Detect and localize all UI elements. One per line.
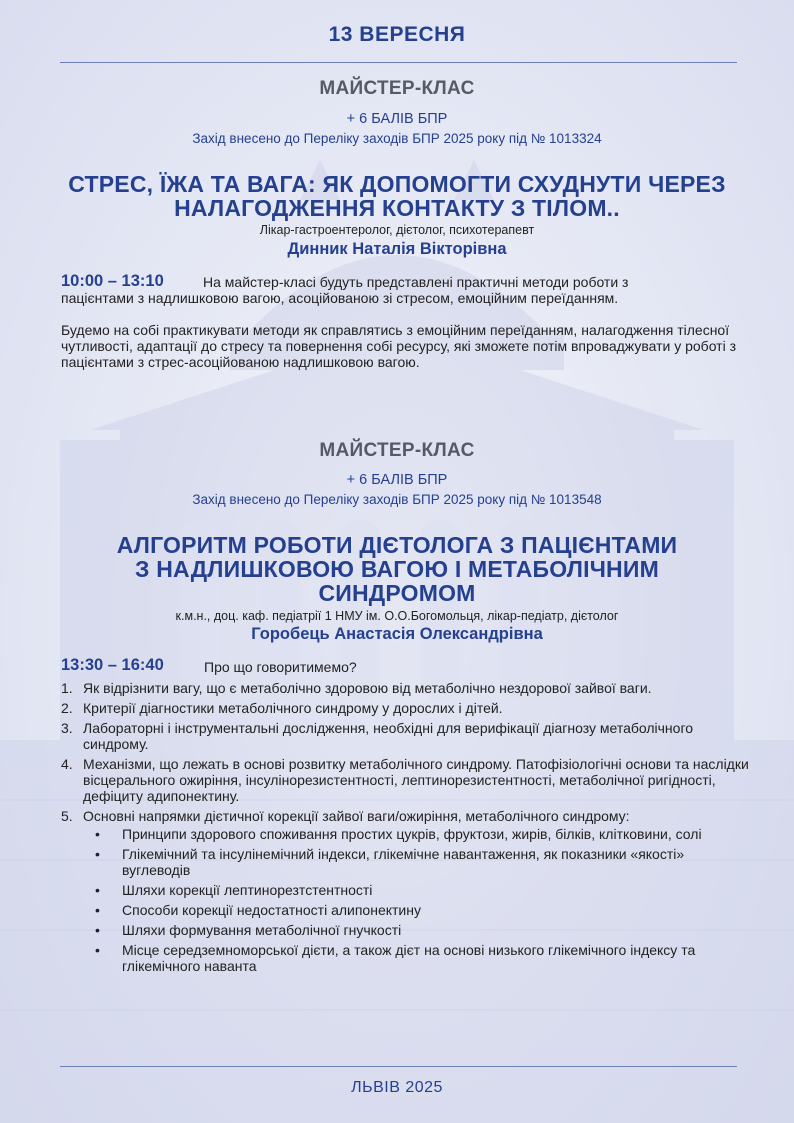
topic-text: Критерії діагностики метаболічного синдрому у дорослих і дітей.: [83, 700, 503, 716]
subtopic-item: [83, 826, 751, 842]
topic-text: Лабораторні і інструментальні дослідження, необхідні для верифікації діагнозу метаболічного синдрому.: [83, 720, 694, 752]
session-2-registry: Захід внесено до Переліку заходів БПР 2025 року під № 1013548: [192, 492, 602, 507]
bullet-icon: •: [95, 902, 100, 918]
subtopic-item: [83, 846, 751, 878]
bottom-divider: [60, 1066, 737, 1067]
footer-city-year: ЛЬВІВ 2025: [351, 1079, 443, 1096]
session-2-intro: Про що говоритимемо?: [204, 659, 357, 675]
topic-number: 3.: [61, 720, 73, 736]
topic-number: 4.: [61, 756, 73, 772]
topic-item: [61, 756, 751, 804]
subtopics-list: [83, 826, 751, 974]
session-2-credentials: к.м.н., доц. каф. педіатрії 1 НМУ ім. О.О.Богомольця, лікар-педіатр, дієтолог: [175, 609, 619, 623]
topic-item: [61, 720, 751, 752]
session-1-registry: Захід внесено до Переліку заходів БПР 2025 року під № 1013324: [192, 131, 602, 146]
subtopic-text: Глікемічний та інсулінемічний індекси, глікемічне навантаження, як показники «якості» вуглеводів: [122, 846, 685, 878]
session-1-speaker: Динник Наталія Вікторівна: [287, 240, 507, 258]
subtopic-item: [83, 922, 751, 938]
session-2-speaker: Горобець Анастасія Олександрівна: [251, 625, 543, 643]
session-2-title: [40, 533, 754, 605]
session-2-title-line: З НАДЛИШКОВОЮ ВАГОЮ І МЕТАБОЛІЧНИМ: [135, 556, 659, 582]
topic-text: Основні напрямки дієтичної корекції зайвої ваги/ожиріння, метаболічного синдрому:: [83, 808, 630, 824]
subtopic-text: Принципи здорового споживання простих цукрів, фруктози, жирів, білків, клітковини, солі: [122, 826, 702, 842]
event-date: 13 ВЕРЕСНЯ: [328, 23, 466, 46]
session-1-credentials: Лікар-гастроентеролог, дієтолог, психотерапевт: [259, 223, 535, 237]
bullet-icon: •: [95, 826, 100, 842]
topic-text: Як відрізнити вагу, що є метаболічно здоровою від метаболічно нездорової зайвої ваги.: [83, 680, 652, 696]
session-1-title-line: СТРЕС, ЇЖА ТА ВАГА: ЯК ДОПОМОГТИ СХУДНУТИ ЧЕРЕЗ: [68, 171, 726, 197]
subtopic-item: [83, 942, 751, 974]
session-1-label: МАЙСТЕР-КЛАС: [319, 78, 475, 99]
session-1-description-lead: На майстер-класі будуть представлені практичні методи роботи з: [203, 274, 629, 290]
subtopic-item: [83, 882, 751, 898]
bullet-icon: •: [95, 922, 100, 938]
session-1-title-line: НАЛАГОДЖЕННЯ КОНТАКТУ З ТІЛОМ..: [174, 195, 620, 221]
session-1-description-rest: пацієнтами з надлишковою вагою, асоційованою зі стресом, емоційним переїданням.: [61, 290, 619, 306]
session-1-time: 10:00 – 13:10: [61, 272, 164, 290]
session-2-points: + 6 БАЛІВ БПР: [346, 472, 448, 488]
session-2-topics-list: [61, 680, 751, 978]
subtopic-item: [83, 902, 751, 918]
bullet-icon: •: [95, 846, 100, 862]
topic-text: Механізми, що лежать в основі розвитку метаболічного синдрому. Патофізіологічні основи та наслідки вісцерального ожиріння, інсулінорезистентності, лептинорезистентності, метаболічної ригідності, дефіциту адипонектину.: [83, 756, 749, 804]
topic-item: [61, 700, 751, 716]
bullet-icon: •: [95, 882, 100, 898]
topic-number: 5.: [61, 808, 73, 824]
top-divider: [60, 62, 737, 63]
subtopic-text: Способи корекції недостатності алипонектину: [122, 902, 421, 918]
topic-item: [61, 808, 751, 974]
topic-number: 1.: [61, 680, 73, 696]
topic-number: 2.: [61, 700, 73, 716]
session-1-title: [40, 172, 754, 220]
session-2-title-line: АЛГОРИТМ РОБОТИ ДІЄТОЛОГА З ПАЦІЄНТАМИ: [116, 532, 678, 558]
session-2-time: 13:30 – 16:40: [61, 656, 164, 674]
session-1-points: + 6 БАЛІВ БПР: [346, 111, 448, 127]
session-1-description: [61, 274, 741, 306]
bullet-icon: •: [95, 942, 100, 958]
session-2-label: МАЙСТЕР-КЛАС: [319, 440, 475, 461]
subtopic-text: Шляхи корекції лептинорезтстентності: [122, 882, 373, 898]
session-2-title-line: СИНДРОМОМ: [318, 580, 476, 606]
topic-item: [61, 680, 751, 696]
subtopic-text: Шляхи формування метаболічної гнучкості: [122, 922, 402, 938]
subtopic-text: Місце середземноморської дієти, а також дієт на основі низького глікемічного індексу та глікемічного наванта: [122, 942, 696, 974]
session-1-description-2: Будемо на собі практикувати методи як справлятись з емоційним переїданням, налагодження тілесної чутливості, адаптації до стресу та повернення собі ресурсу, які зможете потім впроваджувати у роботі з пацієнтами з стрес-асоційованою надлишковою вагою.: [61, 322, 737, 370]
